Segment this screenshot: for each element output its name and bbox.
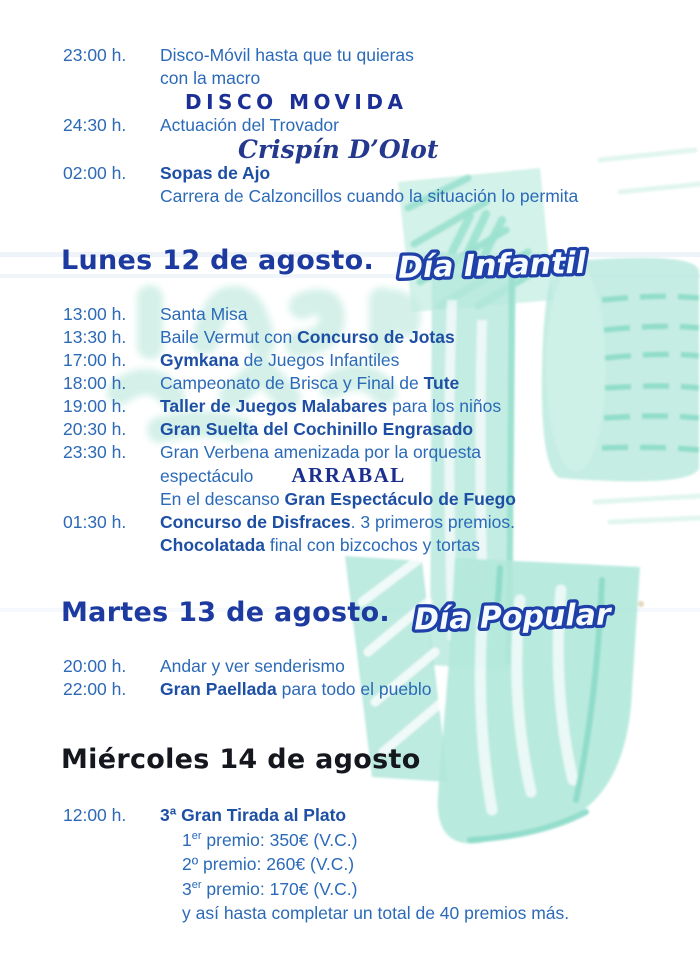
event-text [160, 511, 682, 534]
time-label: 01:30 h. [63, 512, 127, 532]
event-segment: ARRABAL [291, 463, 406, 487]
event-segment: premio: 170€ (V.C.) [201, 878, 358, 899]
event-text [160, 395, 682, 418]
schedule-row [63, 137, 682, 162]
event-segment: Concurso de Jotas [297, 327, 455, 347]
event-segment: Gran Paellada [160, 679, 277, 699]
event-segment: . 3 primeros premios. [350, 512, 515, 532]
event-segment: Sopas de Ajo [160, 163, 271, 183]
schedule-row [63, 655, 682, 678]
schedule-row [63, 511, 682, 534]
day-title: Martes 13 de agosto. [61, 597, 390, 628]
event-text [160, 534, 682, 557]
section-lunes-12 [63, 241, 682, 557]
schedule-row [63, 162, 682, 185]
event-text [160, 803, 682, 828]
section-noche-anterior [63, 44, 682, 208]
event-text [160, 655, 682, 678]
time-label: 22:00 h. [63, 679, 127, 699]
event-segment: Gran Verbena amenizada por la orquesta [160, 442, 482, 462]
event-segment: Andar y ver senderismo [160, 656, 345, 676]
event-segment: Tute [423, 373, 460, 393]
schedule-row [63, 303, 682, 326]
day-badge [399, 590, 617, 642]
event-segment: Taller de Juegos Malabares [160, 396, 388, 416]
schedule-row [63, 90, 682, 114]
schedule-row [63, 828, 682, 853]
schedule-row [63, 185, 682, 208]
event-segment: y así hasta completar un total de 40 premios más. [182, 903, 570, 923]
event-text [160, 44, 682, 67]
event-text [160, 185, 682, 208]
event-segment: Concurso de Disfraces [160, 512, 351, 532]
day-title: Miércoles 14 de agosto [61, 744, 421, 775]
time-label: 12:00 h. [63, 805, 127, 825]
event-segment: Disco-Móvil hasta que tu quieras [160, 45, 414, 65]
schedule-row [63, 803, 682, 828]
event-text [160, 877, 682, 902]
section-miercoles-14 [63, 743, 682, 926]
schedule-row [63, 349, 682, 372]
day-badge-text: Día Popular [413, 597, 612, 638]
event-text [160, 349, 682, 372]
event-segment: premio: 350€ (V.C.) [201, 829, 358, 850]
time-label: 13:30 h. [63, 327, 127, 347]
event-segment: DISCO MOVIDA [185, 90, 408, 114]
event-segment: con la macro [160, 68, 261, 88]
event-segment: er [191, 878, 202, 891]
time-label: 20:30 h. [63, 419, 127, 439]
day-title: Lunes 12 de agosto. [61, 245, 375, 276]
event-segment: final con bizcochos y tortas [265, 535, 480, 555]
day-header [61, 593, 682, 638]
time-label: 23:00 h. [63, 45, 127, 65]
schedule-row [63, 877, 682, 902]
event-text [160, 678, 682, 701]
event-segment: Actuación del Trovador [160, 115, 339, 135]
time-label: 17:00 h. [63, 350, 127, 370]
event-segment: Crispín D’Olot [238, 135, 439, 164]
event-text [160, 488, 682, 511]
schedule-row [63, 67, 682, 90]
time-label: 13:00 h. [63, 304, 127, 324]
event-segment: Gymkana [160, 350, 239, 370]
event-text [160, 90, 682, 114]
day-header [61, 241, 682, 286]
event-segment: para los niños [387, 396, 502, 416]
event-segment: 1 [182, 829, 192, 850]
event-segment: Gran Suelta del Cochinillo Engrasado [160, 419, 474, 439]
schedule-row [63, 44, 682, 67]
time-label: 24:30 h. [63, 115, 127, 135]
event-segment: 2º premio: 260€ (V.C.) [182, 854, 355, 874]
event-segment: Chocolatada [160, 535, 266, 555]
event-segment: Campeonato de Brisca y Final de [160, 373, 424, 393]
event-text [160, 901, 682, 926]
event-segment: de Juegos Infantiles [238, 350, 400, 370]
schedule-row [63, 678, 682, 701]
event-segment: Carrera de Calzoncillos cuando la situación lo permita [160, 186, 579, 206]
event-segment: er [191, 829, 202, 842]
event-segment: Gran Espectáculo de Fuego [284, 489, 516, 509]
section-martes-13 [63, 593, 682, 701]
time-label: 18:00 h. [63, 373, 127, 393]
schedule-row [63, 534, 682, 557]
event-text [160, 372, 682, 395]
event-text [160, 137, 682, 162]
time-label: 19:00 h. [63, 396, 127, 416]
schedule-row [63, 464, 682, 488]
event-segment: Santa Misa [160, 304, 248, 324]
event-text [160, 326, 682, 349]
event-segment: para todo el pueblo [276, 679, 432, 699]
event-text [160, 464, 682, 488]
event-text [160, 162, 682, 185]
time-label: 20:00 h. [63, 656, 127, 676]
time-label: 23:30 h. [63, 442, 127, 462]
schedule-row [63, 372, 682, 395]
day-header [61, 743, 682, 777]
schedule-row [63, 114, 682, 137]
schedule-row [63, 852, 682, 877]
event-text [160, 67, 682, 90]
event-segment: 3ª Gran Tirada al Plato [160, 805, 347, 825]
event-text [160, 441, 682, 464]
event-segment: Baile Vermut con [160, 327, 298, 347]
day-badge-text: Día Infantil [397, 245, 587, 286]
schedule-row [63, 395, 682, 418]
event-text [160, 852, 682, 877]
event-text [160, 828, 682, 853]
schedule-row [63, 441, 682, 464]
event-segment: En el descanso [160, 489, 285, 509]
event-segment: 3 [182, 878, 192, 899]
day-badge [383, 238, 618, 290]
event-text [160, 114, 682, 137]
event-text [160, 303, 682, 326]
schedule-row [63, 488, 682, 511]
schedule-row [63, 901, 682, 926]
schedule-row [63, 326, 682, 349]
time-label: 02:00 h. [63, 163, 127, 183]
event-text [160, 418, 682, 441]
event-segment: espectáculo [160, 466, 254, 486]
schedule-row [63, 418, 682, 441]
